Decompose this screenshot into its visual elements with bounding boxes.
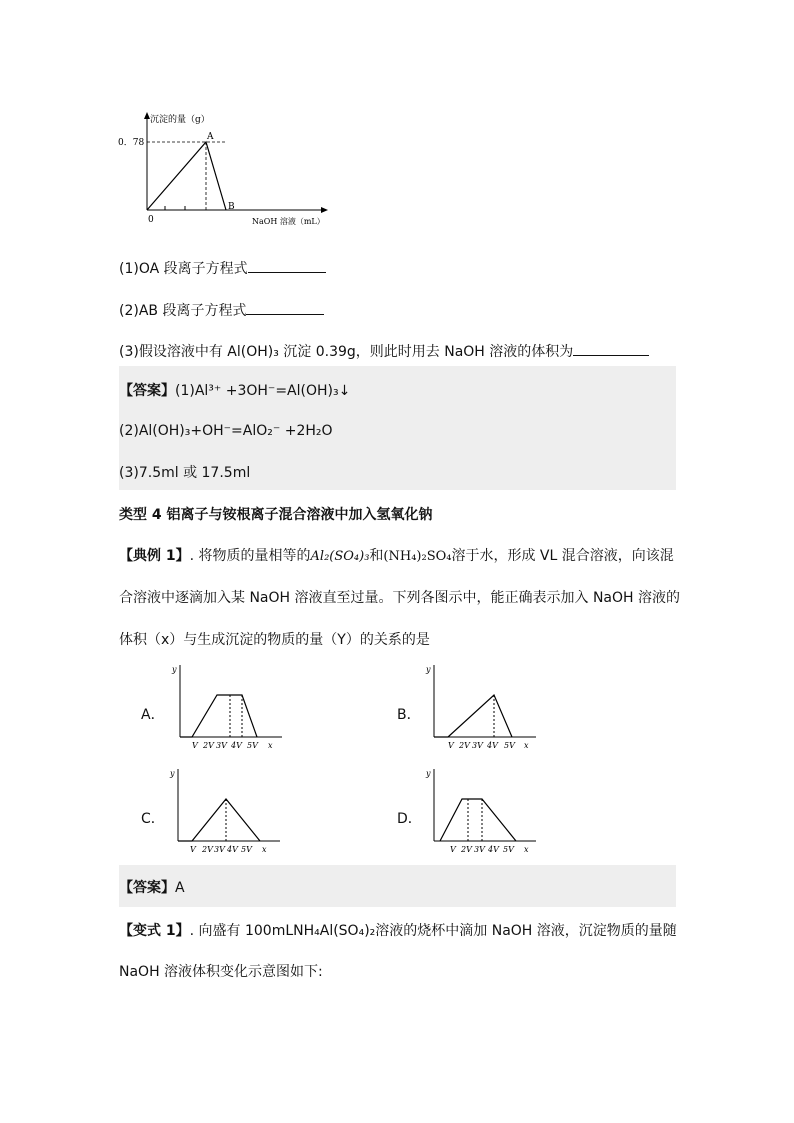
- answer-1-line-3: [119, 464, 250, 482]
- section-title: 类型 4 铝离子与铵根离子混合溶液中加入氢氧化钠: [119, 507, 433, 523]
- variant-line-2: [119, 963, 323, 981]
- tick-label: 3V: [214, 845, 225, 854]
- answer-blank[interactable]: [246, 300, 324, 315]
- question-3: [119, 341, 649, 361]
- series-line: [178, 799, 260, 841]
- tick-label: 4V: [231, 741, 242, 750]
- example-label: 【典例 1】: [119, 548, 190, 564]
- answer-2-line: [119, 879, 185, 897]
- tick-label: V: [192, 741, 198, 750]
- series-line: [180, 695, 257, 737]
- tick-label: 5V: [247, 741, 258, 750]
- option-a-chart[interactable]: [170, 662, 290, 752]
- option-d-label[interactable]: D．: [397, 811, 422, 827]
- chart-xlabel: NaOH 溶液（mL）: [252, 217, 325, 226]
- answer-1-line-1: [119, 382, 350, 400]
- tick-label: 3V: [472, 741, 483, 750]
- tick-label: x: [268, 741, 273, 750]
- tick-label: x: [524, 845, 529, 854]
- answer-label: 【答案】: [119, 880, 175, 896]
- tick-label: x: [262, 845, 267, 854]
- option-b-chart[interactable]: [424, 662, 544, 752]
- tick-label: 2V: [461, 845, 472, 854]
- precipitate-chart: [110, 108, 350, 233]
- point-label-b: B: [228, 202, 235, 212]
- example-text: 体积（x）与生成沉淀的物质的量（Y）的关系的是: [119, 632, 430, 648]
- option-b-label[interactable]: B．: [397, 707, 421, 723]
- example-text: 溶于水，形成 VL 混合溶液，向该混: [451, 548, 674, 564]
- tick-label: 5V: [503, 845, 514, 854]
- tick-label: 5V: [504, 741, 515, 750]
- answer-box-2: [119, 865, 676, 907]
- origin-label: 0: [148, 215, 154, 225]
- tick-label: V: [190, 845, 196, 854]
- tick-label: V: [450, 845, 456, 854]
- question-1-text: (1)OA 段离子方程式: [119, 261, 248, 277]
- answer-text: (1)Al³⁺ +3OH⁻=Al(OH)₃↓: [175, 383, 351, 399]
- series-line: [440, 799, 516, 841]
- y-label: y: [172, 665, 177, 674]
- tick-label: 4V: [487, 741, 498, 750]
- answer-label: 【答案】: [119, 383, 175, 399]
- variant-label: 【变式 1】: [119, 923, 190, 939]
- tick-label: 4V: [227, 845, 238, 854]
- option-a-label[interactable]: A．: [141, 707, 165, 723]
- question-2: [119, 300, 324, 320]
- example-text: 合溶液中逐滴加入某 NaOH 溶液直至过量。下列各图示中，能正确表示加入 NaOH 溶液的: [119, 590, 680, 606]
- y-label: y: [426, 769, 431, 778]
- tick-label: 4V: [488, 845, 499, 854]
- example-line-2: [119, 589, 680, 607]
- option-c-chart[interactable]: [168, 766, 288, 856]
- formula-2: (NH₄)₂SO₄: [383, 549, 452, 564]
- variant-text: . 向盛有 100mLNH₄Al(SO₄)₂溶液的烧杯中滴加 NaOH 溶液，沉淀物质的量随: [189, 923, 677, 939]
- chart-ylabel: 沉淀的量（g）: [150, 115, 210, 125]
- example-line-1: [119, 547, 674, 566]
- formula-1: Al₂(SO₄)₃: [310, 549, 370, 564]
- example-line-3: [119, 631, 430, 649]
- y-label: y: [426, 665, 431, 674]
- tick-label: 2V: [459, 741, 470, 750]
- answer-blank[interactable]: [573, 341, 649, 356]
- option-c-label[interactable]: C．: [141, 811, 165, 827]
- series-line: [434, 695, 512, 737]
- option-d-chart[interactable]: [424, 766, 544, 856]
- answer-1-line-2: [119, 422, 333, 440]
- tick-label: x: [524, 741, 529, 750]
- question-3-text: (3)假设溶液中有 Al(OH)₃ 沉淀 0.39g，则此时用去 NaOH 溶液的体积为: [119, 344, 574, 360]
- x-arrow: [321, 207, 328, 213]
- variant-line-1: [119, 922, 677, 940]
- tick-label: 5V: [241, 845, 252, 854]
- tick-label: 3V: [474, 845, 485, 854]
- question-2-text: (2)AB 段离子方程式: [119, 303, 247, 319]
- example-text: . 将物质的量相等的: [189, 548, 311, 564]
- tick-label: 2V: [202, 845, 213, 854]
- tick-label: V: [448, 741, 454, 750]
- question-1: [119, 258, 326, 278]
- chart-ytick: 0．78: [118, 138, 145, 148]
- tick-label: 2V: [203, 741, 214, 750]
- y-label: y: [170, 769, 175, 778]
- answer-text: (2)Al(OH)₃+OH⁻=AlO₂⁻ +2H₂O: [119, 423, 333, 439]
- point-label-a: A: [207, 132, 214, 142]
- series-line: [147, 142, 226, 210]
- answer-blank[interactable]: [248, 258, 326, 273]
- and-text: 和: [369, 548, 384, 564]
- answer-value: A: [175, 880, 185, 896]
- variant-text: NaOH 溶液体积变化示意图如下:: [119, 964, 323, 980]
- tick-label: 3V: [216, 741, 227, 750]
- answer-text: (3)7.5ml 或 17.5ml: [119, 465, 251, 481]
